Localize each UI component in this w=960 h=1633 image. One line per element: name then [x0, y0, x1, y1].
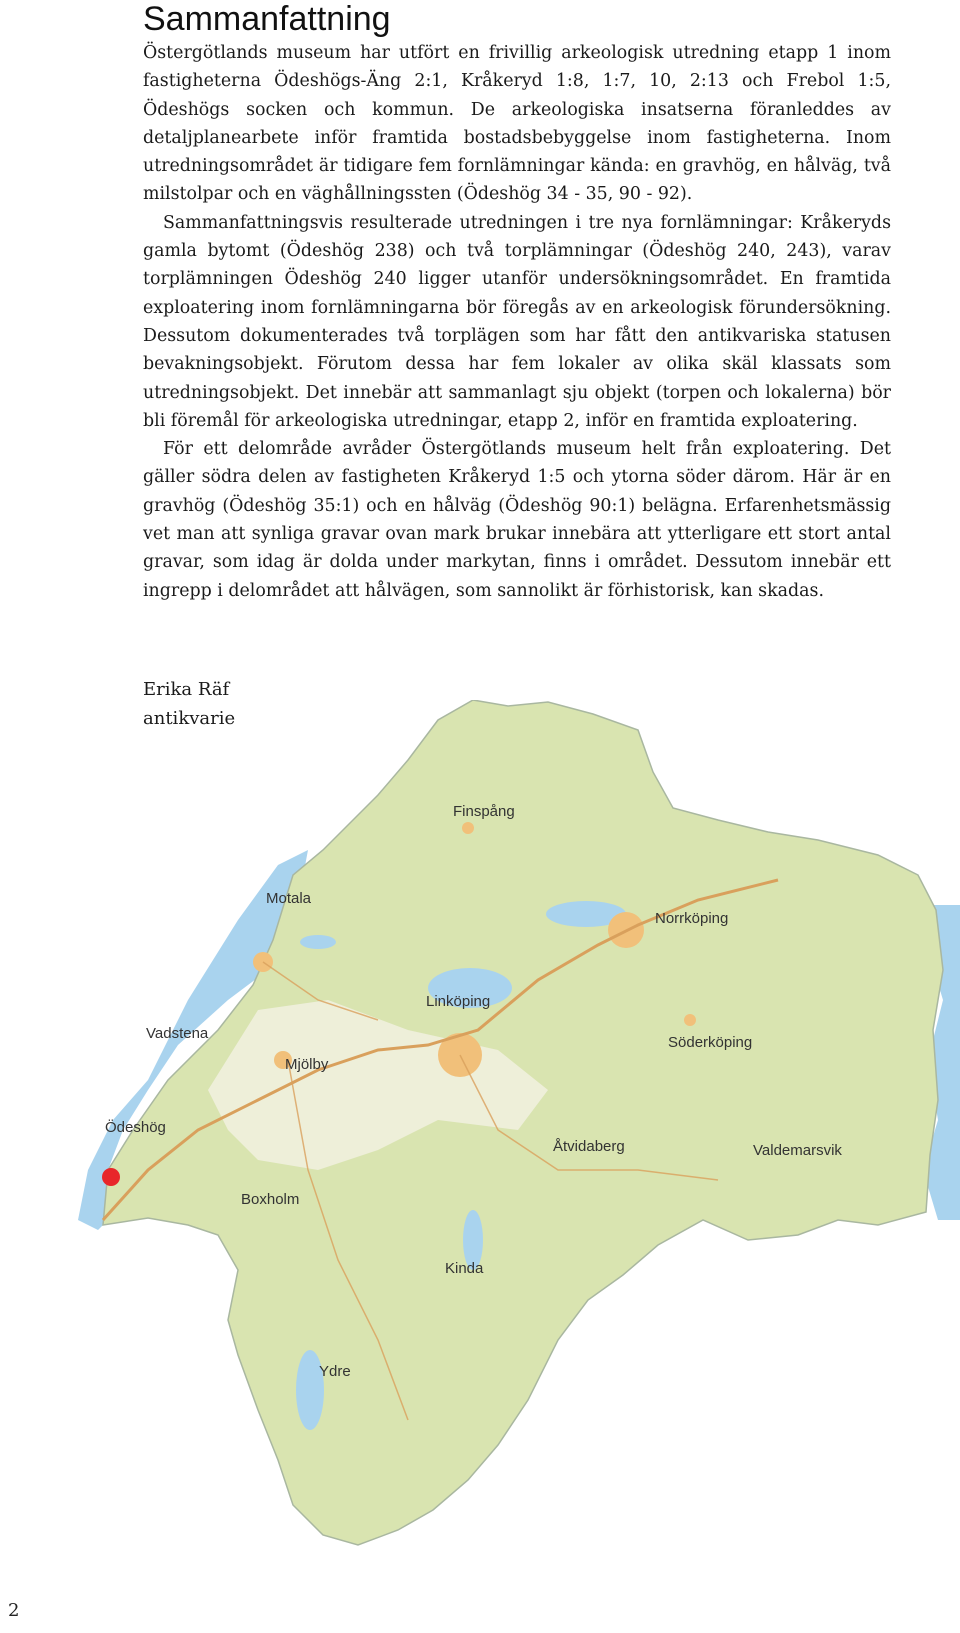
lake-boren	[300, 935, 336, 949]
label-motala: Motala	[266, 890, 312, 907]
label-finspang: Finspång	[453, 803, 515, 820]
paragraph-3: För ett delområde avråder Östergötlands museum helt från exploatering. Det gäller södra delen av fastigheten Kråkeryd 1:5 och ytorna söder därom. Här är en gravhög (Ödeshög 35:1) och en hålväg (Ödeshög 90:1) belägna. Erfarenhetsmässig vet man att synliga gravar ovan mark brukar innebära att ytterligare ett stort antal gravar, som idag är dolda under markytan, finns i området. Dessutom innebär ett ingrepp i delområdet att hålvägen, som sannolikt är förhistorisk, kan skadas.	[143, 439, 891, 601]
label-vadstena: Vadstena	[146, 1025, 209, 1042]
label-valdemarsvik: Valdemarsvik	[753, 1142, 842, 1159]
page-number: 2	[8, 1600, 20, 1621]
signature-name: Erika Räf	[143, 679, 230, 700]
odeshog-marker	[102, 1168, 120, 1186]
summary-body	[143, 39, 891, 605]
label-soderkoping: Söderköping	[668, 1034, 753, 1051]
urban-finspang	[462, 822, 474, 834]
label-kinda: Kinda	[445, 1260, 484, 1277]
label-odeshog: Ödeshög	[105, 1119, 166, 1136]
label-atvidaberg: Åtvidaberg	[553, 1138, 625, 1155]
paragraph-2: Sammanfattningsvis resulterade utredningen i tre nya fornlämningar: Kråkeryds gamla bytomt (Ödeshög 238) och två torplämningar (Ödeshög 240, 243), varav torplämningen Ödeshög 240 ligger utanför undersökningsområdet. En framtida exploatering inom fornlämningarna bör föregås av en arkeologisk förundersökning. Dessutom dokumenterades två torplägen som har fått den antikvariska statusen bevakningsobjekt. Förutom dessa har fem lokaler av olika skäl klassats som utredningsobjekt. Det innebär att sammanlagt sju objekt (torpen och lokalerna) bör bli föremål för arkeologiska utredningar, etapp 2, inför en framtida exploatering.	[143, 212, 891, 431]
label-linkoping: Linköping	[426, 993, 491, 1010]
label-norrkoping: Norrköping	[655, 910, 729, 927]
page-title: Sammanfattning	[143, 0, 391, 38]
region-map	[78, 700, 960, 1555]
label-mjolby: Mjölby	[285, 1056, 329, 1073]
signature-title: antikvarie	[143, 708, 236, 729]
label-ydre: Ydre	[319, 1363, 351, 1380]
label-boxholm: Boxholm	[241, 1191, 300, 1208]
paragraph-1: Östergötlands museum har utfört en frivillig arkeologisk utredning etapp 1 inom fastigheterna Ödeshögs-Äng 2:1, Kråkeryd 1:8, 1:7, 10, 2:13 och Frebol 1:5, Ödeshögs socken och kommun. De arkeologiska insatserna föranleddes av detaljplanearbete inför framtida bostadsbebyggelse inom fastigheterna. Inom utredningsområdet är tidigare fem fornlämningar kända: en gravhög, en hålväg, två milstolpar och en väghållningssten (Ödeshög 34 - 35, 90 - 92).	[143, 43, 891, 205]
lake-sommen	[296, 1350, 324, 1430]
urban-soderkoping	[684, 1014, 696, 1026]
